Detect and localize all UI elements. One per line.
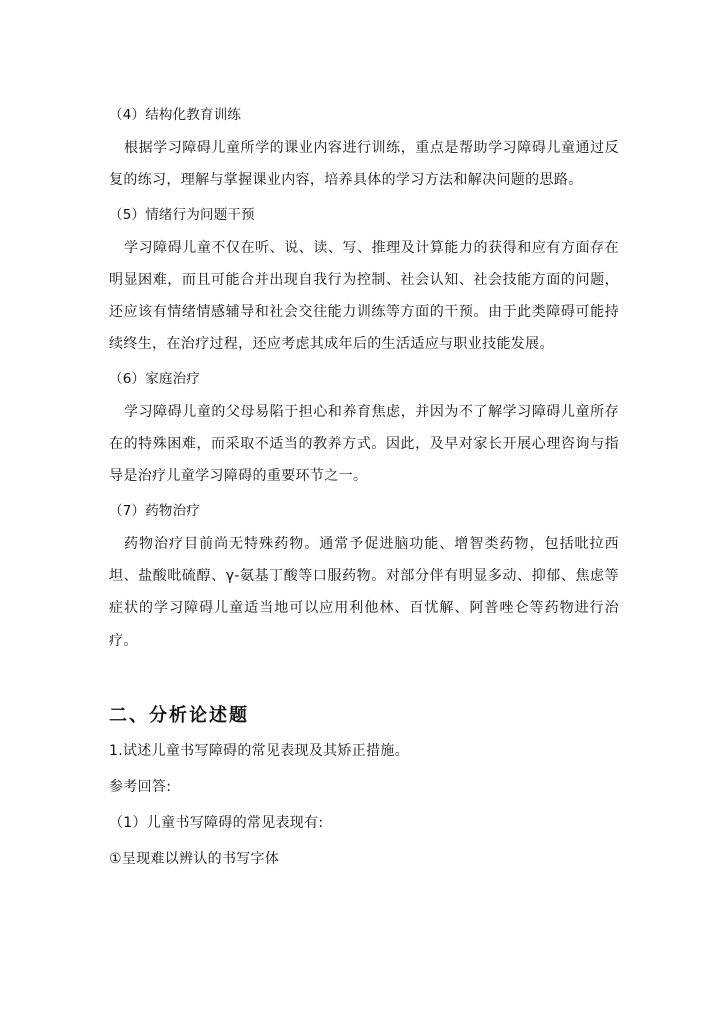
section-5-heading: （5）情绪行为问题干预 [109, 206, 255, 223]
section-7-paragraph: 药物治疗目前尚无特殊药物。通常予促进脑功能、增智类药物，包括吡拉西坦、盐酸吡硫醇、γ-氨基丁酸等口服药物。对部分伴有明显多动、抑郁、焦虑等症状的学习障碍儿童适当地可以应用利他林、百忧解、阿普唑仑等药物进行治疗。 [109, 535, 619, 649]
page-content [109, 100, 619, 877]
answer-item-1: ①呈现难以辨认的书写字体 [109, 850, 280, 867]
section-4-paragraph: 根据学习障碍儿童所学的课业内容进行训练，重点是帮助学习障碍儿童通过反复的练习，理解与掌握课业内容，培养具体的学习方法和解决问题的思路。 [109, 140, 619, 189]
section-7-heading: （7）药物治疗 [109, 502, 200, 519]
answer-label: 参考回答: [109, 778, 172, 795]
section-4-heading: （4）结构化教育训练 [109, 107, 242, 123]
section-5-paragraph: 学习障碍儿童不仅在听、说、读、写、推理及计算能力的获得和应有方面存在明显困难，而且可能合并出现自我行为控制、社会认知、社会技能方面的问题，还应该有情绪情感辅导和社会交往能力训练等方面的干预。由于此类障碍可能持续终生，在治疗过程，还应考虑其成年后的生活适应与职业技能发展。 [109, 239, 619, 353]
part-2-title: 二、分析论述题 [109, 704, 249, 726]
question-1: 1.试述儿童书写障碍的常见表现及其矫正措施。 [109, 742, 409, 759]
section-6-heading: （6）家庭治疗 [109, 370, 200, 387]
section-6-paragraph: 学习障碍儿童的父母易陷于担心和养育焦虑，并因为不了解学习障碍儿童所存在的特殊困难，而采取不适当的教养方式。因此，及早对家长开展心理咨询与指导是治疗儿童学习障碍的重要环节之一。 [109, 403, 619, 485]
answer-sub-heading: （1）儿童书写障碍的常见表现有: [109, 814, 324, 831]
